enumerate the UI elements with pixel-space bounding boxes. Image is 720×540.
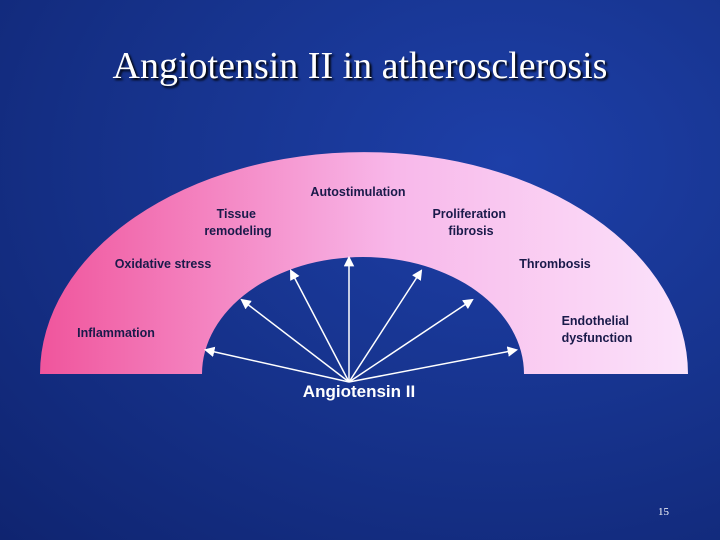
- label-oxidative-stress: Oxidative stress: [114, 257, 212, 271]
- label-endothelial: Endothelial: [561, 314, 629, 328]
- label-tissue: Tissue: [216, 207, 256, 221]
- label-inflammation: Inflammation: [77, 326, 155, 340]
- label-autostimulation: Autostimulation: [310, 185, 406, 199]
- arrow-proliferation-fibrosis: [349, 271, 421, 382]
- page-number: 15: [658, 506, 669, 518]
- label-remodeling: remodeling: [204, 224, 272, 238]
- slide-title: Angiotensin II in atherosclerosis: [112, 45, 608, 87]
- label-fibrosis: fibrosis: [448, 224, 494, 238]
- label-thrombosis: Thrombosis: [519, 257, 591, 271]
- label-proliferation: Proliferation: [432, 207, 507, 221]
- arrow-tissue-remodeling: [291, 271, 349, 382]
- label-dysfunction: dysfunction: [561, 331, 633, 345]
- center-label: Angiotensin II: [302, 382, 416, 401]
